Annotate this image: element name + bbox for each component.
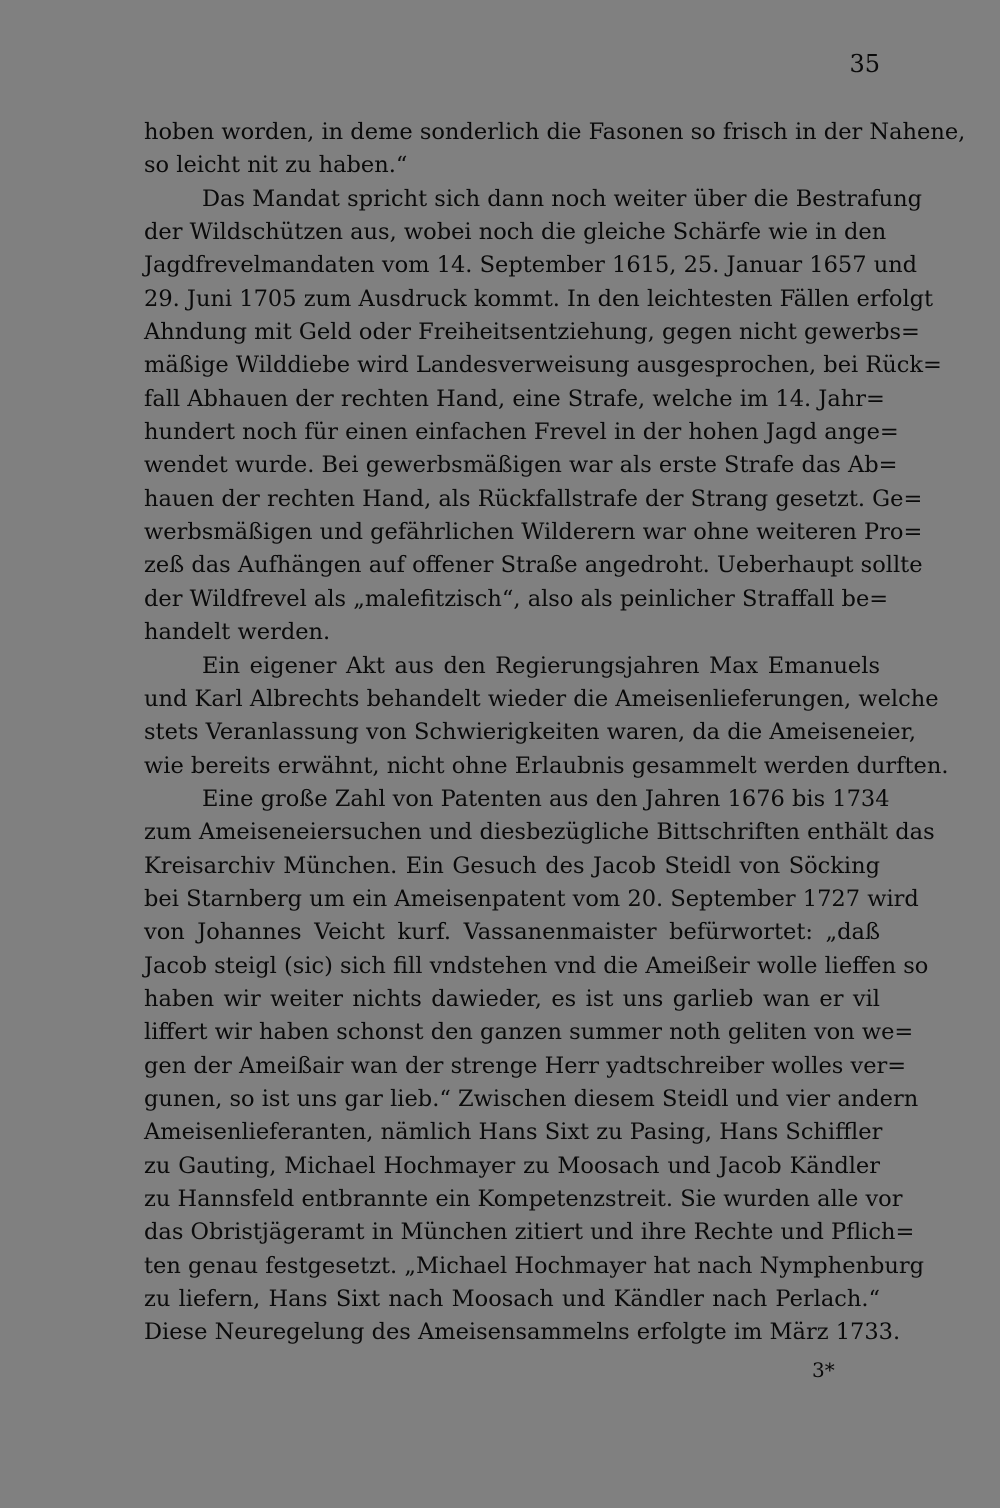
text-line: gen der Ameißair wan der strenge Herr yadtschreiber wolles ver= xyxy=(144,1052,907,1079)
text-line: der Wildschützen aus, wobei noch die gleiche Schärfe wie in den xyxy=(144,219,887,246)
text-line: der Wildfrevel als „malefitzisch“, also als peinlicher Straffall be= xyxy=(144,585,889,612)
text-line: hauen der rechten Hand, als Rückfallstrafe der Strang gesetzt. Ge= xyxy=(144,485,923,512)
text-line: Jagdfrevelmandaten vom 14. September 1615, 25. Januar 1657 und xyxy=(144,252,918,279)
text-line: zu Gauting, Michael Hochmayer zu Moosach und Jacob Kändler xyxy=(144,1152,880,1179)
text-line: stets Veranlassung von Schwierigkeiten waren, da die Ameiseneier, xyxy=(144,719,917,746)
text-line: so leicht nit zu haben.“ xyxy=(144,152,408,179)
text-line: von Johannes Veicht kurf. Vassanenmaister befürwortet: „daß xyxy=(144,919,880,946)
text-line: haben wir weiter nichts dawieder, es ist uns garlieb wan er vil xyxy=(144,985,880,1012)
text-line: Kreisarchiv München. Ein Gesuch des Jacob Steidl von Söcking xyxy=(144,852,880,879)
text-line: Ameisenlieferanten, nämlich Hans Sixt zu Pasing, Hans Schiffler xyxy=(144,1119,883,1146)
text-line: zu liefern, Hans Sixt nach Moosach und Kändler nach Perlach.“ xyxy=(144,1286,880,1313)
text-line: Jacob steigl (sic) sich fill vndstehen vnd die Ameißeir wolle lieffen so xyxy=(144,952,929,979)
text-line: und Karl Albrechts behandelt wieder die Ameisenlieferungen, welche xyxy=(144,685,939,712)
text-line: Ahndung mit Geld oder Freiheitsentziehung, gegen nicht gewerbs= xyxy=(144,319,920,346)
text-line: 29. Juni 1705 zum Ausdruck kommt. In den leichtesten Fällen erfolgt xyxy=(144,285,934,312)
text-line: Ein eigener Akt aus den Regierungsjahren Max Emanuels xyxy=(202,652,880,679)
text-line: gunen, so ist uns gar lieb.“ Zwischen diesem Steidl und vier andern xyxy=(144,1085,919,1112)
text-line: wie bereits erwähnt, nicht ohne Erlaubnis gesammelt werden durften. xyxy=(144,752,949,779)
text-line: zum Ameiseneiersuchen und diesbezügliche Bittschriften enthält das xyxy=(144,819,935,846)
body-text xyxy=(144,116,966,1350)
text-line: bei Starnberg um ein Ameisenpatent vom 20. September 1727 wird xyxy=(144,885,919,912)
text-line: Das Mandat spricht sich dann noch weiter über die Bestrafung xyxy=(202,185,923,212)
text-line: fall Abhauen der rechten Hand, eine Strafe, welche im 14. Jahr= xyxy=(144,385,885,412)
text-line: zeß das Aufhängen auf offener Straße angedroht. Ueberhaupt sollte xyxy=(144,552,923,579)
text-line: Eine große Zahl von Patenten aus den Jahren 1676 bis 1734 xyxy=(202,785,890,812)
text-line: liffert wir haben schonst den ganzen summer noth geliten von we= xyxy=(144,1019,914,1046)
text-line: werbsmäßigen und gefährlichen Wilderern war ohne weiteren Pro= xyxy=(144,519,923,546)
text-line: zu Hannsfeld entbrannte ein Kompetenzstreit. Sie wurden alle vor xyxy=(144,1186,903,1212)
text-line: mäßige Wilddiebe wird Landesverweisung ausgesprochen, bei Rück= xyxy=(144,352,942,379)
text-line: das Obristjägeramt in München zitiert und ihre Rechte und Pflich= xyxy=(144,1219,915,1246)
printer-signature-mark: 3* xyxy=(812,1358,835,1382)
text-line: hoben worden, in deme sonderlich die Fasonen so frisch in der Nahene, xyxy=(144,119,966,145)
text-line: wendet wurde. Bei gewerbsmäßigen war als erste Strafe das Ab= xyxy=(144,452,898,479)
page-number: 35 xyxy=(849,50,880,78)
text-line: hundert noch für einen einfachen Frevel in der hohen Jagd ange= xyxy=(144,419,899,446)
text-line: handelt werden. xyxy=(144,619,331,646)
text-line: ten genau festgesetzt. „Michael Hochmayer hat nach Nymphenburg xyxy=(144,1252,925,1279)
text-line: Diese Neuregelung des Ameisensammelns erfolgte im März 1733. xyxy=(144,1319,901,1346)
